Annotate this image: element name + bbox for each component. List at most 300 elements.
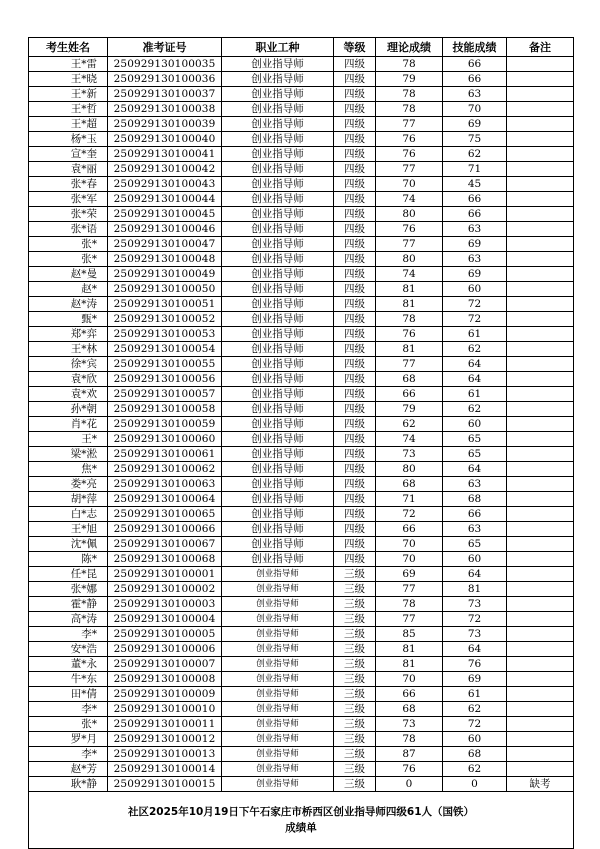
cell-job: 创业指导师 bbox=[222, 462, 334, 477]
cell-job: 创业指导师 bbox=[222, 702, 334, 717]
cell-exam-no: 250929130100040 bbox=[108, 132, 222, 147]
cell-job: 创业指导师 bbox=[222, 627, 334, 642]
cell-exam-no: 250929130100065 bbox=[108, 507, 222, 522]
cell-job: 创业指导师 bbox=[222, 192, 334, 207]
cell-skill: 61 bbox=[443, 387, 507, 402]
cell-level: 三级 bbox=[334, 687, 376, 702]
cell-theory: 79 bbox=[376, 72, 443, 87]
cell-note bbox=[507, 312, 574, 327]
cell-job: 创业指导师 bbox=[222, 342, 334, 357]
cell-level: 四级 bbox=[334, 357, 376, 372]
cell-name: 宣*奎 bbox=[29, 147, 108, 162]
cell-name: 袁*丽 bbox=[29, 162, 108, 177]
cell-note bbox=[507, 597, 574, 612]
cell-job: 创业指导师 bbox=[222, 477, 334, 492]
cell-exam-no: 250929130100003 bbox=[108, 597, 222, 612]
table-row bbox=[29, 552, 574, 567]
cell-note bbox=[507, 567, 574, 582]
cell-job: 创业指导师 bbox=[222, 87, 334, 102]
cell-exam-no: 250929130100004 bbox=[108, 612, 222, 627]
cell-skill: 75 bbox=[443, 132, 507, 147]
cell-name: 张*军 bbox=[29, 192, 108, 207]
cell-theory: 73 bbox=[376, 717, 443, 732]
cell-job: 创业指导师 bbox=[222, 72, 334, 87]
table-caption bbox=[29, 792, 574, 849]
cell-skill: 69 bbox=[443, 672, 507, 687]
cell-exam-no: 250929130100046 bbox=[108, 222, 222, 237]
cell-skill: 62 bbox=[443, 702, 507, 717]
cell-skill: 62 bbox=[443, 762, 507, 777]
cell-level: 四级 bbox=[334, 387, 376, 402]
cell-job: 创业指导师 bbox=[222, 207, 334, 222]
cell-name: 肖*花 bbox=[29, 417, 108, 432]
table-row bbox=[29, 642, 574, 657]
cell-job: 创业指导师 bbox=[222, 597, 334, 612]
cell-name: 李* bbox=[29, 747, 108, 762]
cell-job: 创业指导师 bbox=[222, 252, 334, 267]
cell-level: 四级 bbox=[334, 312, 376, 327]
cell-note bbox=[507, 222, 574, 237]
cell-note bbox=[507, 717, 574, 732]
cell-note bbox=[507, 297, 574, 312]
cell-name: 孙*朝 bbox=[29, 402, 108, 417]
cell-exam-no: 250929130100048 bbox=[108, 252, 222, 267]
cell-level: 三级 bbox=[334, 597, 376, 612]
cell-name: 霍*静 bbox=[29, 597, 108, 612]
cell-name: 牛*东 bbox=[29, 672, 108, 687]
cell-level: 四级 bbox=[334, 327, 376, 342]
cell-level: 四级 bbox=[334, 267, 376, 282]
table-row bbox=[29, 372, 574, 387]
cell-skill: 69 bbox=[443, 267, 507, 282]
table-row bbox=[29, 327, 574, 342]
cell-level: 四级 bbox=[334, 177, 376, 192]
cell-theory: 76 bbox=[376, 327, 443, 342]
cell-note bbox=[507, 252, 574, 267]
cell-theory: 81 bbox=[376, 297, 443, 312]
cell-name: 王*旭 bbox=[29, 522, 108, 537]
cell-skill: 63 bbox=[443, 522, 507, 537]
cell-note bbox=[507, 372, 574, 387]
table-row bbox=[29, 387, 574, 402]
cell-note bbox=[507, 702, 574, 717]
cell-skill: 62 bbox=[443, 402, 507, 417]
cell-level: 四级 bbox=[334, 552, 376, 567]
caption-title: 社区2025年10月19日下午石家庄市桥西区创业指导师四级61人（国铁） bbox=[127, 806, 475, 818]
cell-theory: 81 bbox=[376, 657, 443, 672]
cell-level: 四级 bbox=[334, 252, 376, 267]
cell-name: 任*昆 bbox=[29, 567, 108, 582]
cell-exam-no: 250929130100062 bbox=[108, 462, 222, 477]
cell-level: 三级 bbox=[334, 582, 376, 597]
table-row bbox=[29, 447, 574, 462]
cell-exam-no: 250929130100056 bbox=[108, 372, 222, 387]
cell-exam-no: 250929130100057 bbox=[108, 387, 222, 402]
cell-note bbox=[507, 747, 574, 762]
cell-theory: 66 bbox=[376, 687, 443, 702]
cell-job: 创业指导师 bbox=[222, 657, 334, 672]
cell-name: 赵*芳 bbox=[29, 762, 108, 777]
cell-skill: 61 bbox=[443, 327, 507, 342]
table-row bbox=[29, 237, 574, 252]
cell-skill: 64 bbox=[443, 642, 507, 657]
cell-note bbox=[507, 462, 574, 477]
cell-theory: 76 bbox=[376, 132, 443, 147]
cell-name: 焦* bbox=[29, 462, 108, 477]
cell-theory: 74 bbox=[376, 432, 443, 447]
cell-skill: 72 bbox=[443, 612, 507, 627]
cell-note bbox=[507, 642, 574, 657]
cell-name: 张* bbox=[29, 237, 108, 252]
cell-note bbox=[507, 237, 574, 252]
cell-skill: 69 bbox=[443, 117, 507, 132]
cell-job: 创业指导师 bbox=[222, 672, 334, 687]
cell-level: 三级 bbox=[334, 732, 376, 747]
cell-job: 创业指导师 bbox=[222, 417, 334, 432]
cell-name: 白*志 bbox=[29, 507, 108, 522]
table-row bbox=[29, 597, 574, 612]
cell-note bbox=[507, 402, 574, 417]
cell-name: 赵*曼 bbox=[29, 267, 108, 282]
cell-job: 创业指导师 bbox=[222, 162, 334, 177]
cell-level: 三级 bbox=[334, 612, 376, 627]
cell-theory: 70 bbox=[376, 672, 443, 687]
cell-exam-no: 250929130100068 bbox=[108, 552, 222, 567]
cell-note bbox=[507, 117, 574, 132]
cell-theory: 80 bbox=[376, 462, 443, 477]
table-row bbox=[29, 717, 574, 732]
cell-exam-no: 250929130100044 bbox=[108, 192, 222, 207]
cell-exam-no: 250929130100015 bbox=[108, 777, 222, 792]
cell-job: 创业指导师 bbox=[222, 387, 334, 402]
cell-note bbox=[507, 657, 574, 672]
cell-exam-no: 250929130100036 bbox=[108, 72, 222, 87]
cell-skill: 66 bbox=[443, 507, 507, 522]
cell-skill: 70 bbox=[443, 102, 507, 117]
cell-theory: 69 bbox=[376, 567, 443, 582]
cell-level: 四级 bbox=[334, 462, 376, 477]
header-theory: 理论成绩 bbox=[376, 38, 443, 57]
cell-level: 三级 bbox=[334, 717, 376, 732]
cell-level: 四级 bbox=[334, 237, 376, 252]
cell-theory: 70 bbox=[376, 537, 443, 552]
table-row bbox=[29, 777, 574, 792]
cell-theory: 80 bbox=[376, 207, 443, 222]
cell-skill: 68 bbox=[443, 747, 507, 762]
cell-level: 四级 bbox=[334, 147, 376, 162]
cell-job: 创业指导师 bbox=[222, 432, 334, 447]
cell-skill: 65 bbox=[443, 537, 507, 552]
cell-note bbox=[507, 507, 574, 522]
cell-name: 王*新 bbox=[29, 87, 108, 102]
cell-job: 创业指导师 bbox=[222, 297, 334, 312]
table-row bbox=[29, 267, 574, 282]
cell-skill: 64 bbox=[443, 567, 507, 582]
cell-theory: 78 bbox=[376, 732, 443, 747]
cell-theory: 73 bbox=[376, 447, 443, 462]
cell-level: 四级 bbox=[334, 447, 376, 462]
table-row bbox=[29, 417, 574, 432]
cell-name: 杨*玉 bbox=[29, 132, 108, 147]
table-row bbox=[29, 72, 574, 87]
cell-skill: 60 bbox=[443, 732, 507, 747]
cell-name: 郑*弈 bbox=[29, 327, 108, 342]
table-row bbox=[29, 477, 574, 492]
cell-name: 张*娜 bbox=[29, 582, 108, 597]
cell-exam-no: 250929130100061 bbox=[108, 447, 222, 462]
cell-name: 王* bbox=[29, 432, 108, 447]
cell-level: 四级 bbox=[334, 342, 376, 357]
cell-note bbox=[507, 627, 574, 642]
cell-level: 四级 bbox=[334, 162, 376, 177]
cell-note bbox=[507, 672, 574, 687]
cell-job: 创业指导师 bbox=[222, 327, 334, 342]
cell-skill: 68 bbox=[443, 492, 507, 507]
cell-name: 张*语 bbox=[29, 222, 108, 237]
cell-note bbox=[507, 522, 574, 537]
cell-job: 创业指导师 bbox=[222, 102, 334, 117]
table-row bbox=[29, 612, 574, 627]
cell-note bbox=[507, 357, 574, 372]
cell-theory: 77 bbox=[376, 582, 443, 597]
cell-theory: 62 bbox=[376, 417, 443, 432]
cell-job: 创业指导师 bbox=[222, 147, 334, 162]
cell-note bbox=[507, 477, 574, 492]
table-row bbox=[29, 582, 574, 597]
table-row bbox=[29, 627, 574, 642]
cell-name: 张* bbox=[29, 717, 108, 732]
cell-job: 创业指导师 bbox=[222, 372, 334, 387]
cell-exam-no: 250929130100053 bbox=[108, 327, 222, 342]
cell-name: 袁*欢 bbox=[29, 387, 108, 402]
header-name: 考生姓名 bbox=[29, 38, 108, 57]
cell-skill: 72 bbox=[443, 717, 507, 732]
cell-skill: 66 bbox=[443, 192, 507, 207]
cell-exam-no: 250929130100012 bbox=[108, 732, 222, 747]
cell-job: 创业指导师 bbox=[222, 447, 334, 462]
cell-level: 三级 bbox=[334, 567, 376, 582]
cell-name: 王*超 bbox=[29, 117, 108, 132]
cell-skill: 73 bbox=[443, 627, 507, 642]
cell-theory: 80 bbox=[376, 252, 443, 267]
cell-level: 四级 bbox=[334, 132, 376, 147]
cell-job: 创业指导师 bbox=[222, 747, 334, 762]
cell-level: 四级 bbox=[334, 117, 376, 132]
cell-level: 四级 bbox=[334, 432, 376, 447]
cell-level: 四级 bbox=[334, 207, 376, 222]
cell-exam-no: 250929130100014 bbox=[108, 762, 222, 777]
cell-level: 三级 bbox=[334, 777, 376, 792]
header-level: 等级 bbox=[334, 38, 376, 57]
cell-job: 创业指导师 bbox=[222, 402, 334, 417]
cell-theory: 0 bbox=[376, 777, 443, 792]
cell-level: 三级 bbox=[334, 762, 376, 777]
cell-skill: 64 bbox=[443, 462, 507, 477]
cell-level: 四级 bbox=[334, 87, 376, 102]
cell-job: 创业指导师 bbox=[222, 492, 334, 507]
cell-note bbox=[507, 102, 574, 117]
cell-job: 创业指导师 bbox=[222, 777, 334, 792]
cell-theory: 77 bbox=[376, 357, 443, 372]
cell-job: 创业指导师 bbox=[222, 612, 334, 627]
cell-exam-no: 250929130100002 bbox=[108, 582, 222, 597]
cell-level: 三级 bbox=[334, 747, 376, 762]
cell-skill: 62 bbox=[443, 147, 507, 162]
cell-exam-no: 250929130100041 bbox=[108, 147, 222, 162]
cell-theory: 74 bbox=[376, 192, 443, 207]
cell-skill: 60 bbox=[443, 282, 507, 297]
cell-note bbox=[507, 552, 574, 567]
cell-exam-no: 250929130100006 bbox=[108, 642, 222, 657]
cell-level: 四级 bbox=[334, 282, 376, 297]
cell-job: 创业指导师 bbox=[222, 732, 334, 747]
table-row bbox=[29, 462, 574, 477]
cell-job: 创业指导师 bbox=[222, 117, 334, 132]
cell-skill: 65 bbox=[443, 432, 507, 447]
caption-subtitle: 成绩单 bbox=[285, 822, 317, 834]
cell-name: 田*倩 bbox=[29, 687, 108, 702]
cell-theory: 72 bbox=[376, 507, 443, 522]
caption-cell bbox=[29, 792, 574, 849]
cell-level: 四级 bbox=[334, 402, 376, 417]
cell-exam-no: 250929130100008 bbox=[108, 672, 222, 687]
cell-job: 创业指导师 bbox=[222, 312, 334, 327]
cell-job: 创业指导师 bbox=[222, 267, 334, 282]
cell-exam-no: 250929130100049 bbox=[108, 267, 222, 282]
cell-job: 创业指导师 bbox=[222, 687, 334, 702]
cell-job: 创业指导师 bbox=[222, 222, 334, 237]
cell-theory: 79 bbox=[376, 402, 443, 417]
cell-note bbox=[507, 72, 574, 87]
cell-job: 创业指导师 bbox=[222, 177, 334, 192]
cell-skill: 62 bbox=[443, 342, 507, 357]
cell-level: 三级 bbox=[334, 627, 376, 642]
cell-level: 四级 bbox=[334, 102, 376, 117]
cell-exam-no: 250929130100059 bbox=[108, 417, 222, 432]
cell-note bbox=[507, 447, 574, 462]
cell-name: 甄* bbox=[29, 312, 108, 327]
cell-job: 创业指导师 bbox=[222, 582, 334, 597]
cell-exam-no: 250929130100055 bbox=[108, 357, 222, 372]
cell-name: 高*涛 bbox=[29, 612, 108, 627]
table-row bbox=[29, 132, 574, 147]
table-row bbox=[29, 522, 574, 537]
table-row bbox=[29, 747, 574, 762]
table-row bbox=[29, 177, 574, 192]
header-note: 备注 bbox=[507, 38, 574, 57]
cell-note bbox=[507, 762, 574, 777]
cell-exam-no: 250929130100038 bbox=[108, 102, 222, 117]
cell-exam-no: 250929130100066 bbox=[108, 522, 222, 537]
cell-note bbox=[507, 327, 574, 342]
table-row bbox=[29, 657, 574, 672]
cell-exam-no: 250929130100013 bbox=[108, 747, 222, 762]
table-row bbox=[29, 102, 574, 117]
cell-exam-no: 250929130100042 bbox=[108, 162, 222, 177]
cell-level: 三级 bbox=[334, 657, 376, 672]
cell-theory: 74 bbox=[376, 267, 443, 282]
table-row bbox=[29, 297, 574, 312]
cell-skill: 72 bbox=[443, 312, 507, 327]
cell-note bbox=[507, 582, 574, 597]
cell-name: 张* bbox=[29, 252, 108, 267]
cell-theory: 70 bbox=[376, 552, 443, 567]
cell-name: 王*林 bbox=[29, 342, 108, 357]
cell-theory: 78 bbox=[376, 597, 443, 612]
cell-skill: 64 bbox=[443, 357, 507, 372]
cell-name: 陈* bbox=[29, 552, 108, 567]
cell-level: 四级 bbox=[334, 537, 376, 552]
cell-name: 袁*欣 bbox=[29, 372, 108, 387]
cell-skill: 71 bbox=[443, 162, 507, 177]
cell-skill: 63 bbox=[443, 222, 507, 237]
cell-skill: 63 bbox=[443, 477, 507, 492]
cell-note bbox=[507, 282, 574, 297]
cell-job: 创业指导师 bbox=[222, 57, 334, 72]
cell-skill: 81 bbox=[443, 582, 507, 597]
table-row bbox=[29, 732, 574, 747]
cell-job: 创业指导师 bbox=[222, 537, 334, 552]
cell-theory: 68 bbox=[376, 702, 443, 717]
cell-note bbox=[507, 492, 574, 507]
table-row bbox=[29, 87, 574, 102]
table-row bbox=[29, 117, 574, 132]
cell-exam-no: 250929130100009 bbox=[108, 687, 222, 702]
cell-name: 王*哲 bbox=[29, 102, 108, 117]
cell-skill: 63 bbox=[443, 87, 507, 102]
cell-theory: 77 bbox=[376, 117, 443, 132]
cell-level: 四级 bbox=[334, 72, 376, 87]
cell-theory: 78 bbox=[376, 312, 443, 327]
cell-exam-no: 250929130100007 bbox=[108, 657, 222, 672]
cell-skill: 45 bbox=[443, 177, 507, 192]
table-row bbox=[29, 192, 574, 207]
cell-theory: 66 bbox=[376, 387, 443, 402]
score-table bbox=[28, 37, 574, 849]
table-row bbox=[29, 312, 574, 327]
cell-level: 四级 bbox=[334, 372, 376, 387]
cell-exam-no: 250929130100050 bbox=[108, 282, 222, 297]
cell-note bbox=[507, 687, 574, 702]
cell-level: 四级 bbox=[334, 492, 376, 507]
cell-job: 创业指导师 bbox=[222, 507, 334, 522]
cell-exam-no: 250929130100010 bbox=[108, 702, 222, 717]
table-row bbox=[29, 507, 574, 522]
cell-theory: 68 bbox=[376, 477, 443, 492]
cell-skill: 65 bbox=[443, 447, 507, 462]
cell-theory: 77 bbox=[376, 612, 443, 627]
cell-note bbox=[507, 132, 574, 147]
cell-note bbox=[507, 267, 574, 282]
cell-exam-no: 250929130100058 bbox=[108, 402, 222, 417]
cell-theory: 66 bbox=[376, 522, 443, 537]
cell-name: 耿*静 bbox=[29, 777, 108, 792]
cell-theory: 81 bbox=[376, 342, 443, 357]
cell-theory: 71 bbox=[376, 492, 443, 507]
cell-exam-no: 250929130100064 bbox=[108, 492, 222, 507]
cell-level: 四级 bbox=[334, 507, 376, 522]
cell-level: 四级 bbox=[334, 417, 376, 432]
table-row bbox=[29, 162, 574, 177]
cell-note bbox=[507, 147, 574, 162]
table-row bbox=[29, 492, 574, 507]
cell-note bbox=[507, 387, 574, 402]
cell-exam-no: 250929130100054 bbox=[108, 342, 222, 357]
cell-note: 缺考 bbox=[507, 777, 574, 792]
header-job: 职业工种 bbox=[222, 38, 334, 57]
cell-note bbox=[507, 192, 574, 207]
cell-exam-no: 250929130100045 bbox=[108, 207, 222, 222]
